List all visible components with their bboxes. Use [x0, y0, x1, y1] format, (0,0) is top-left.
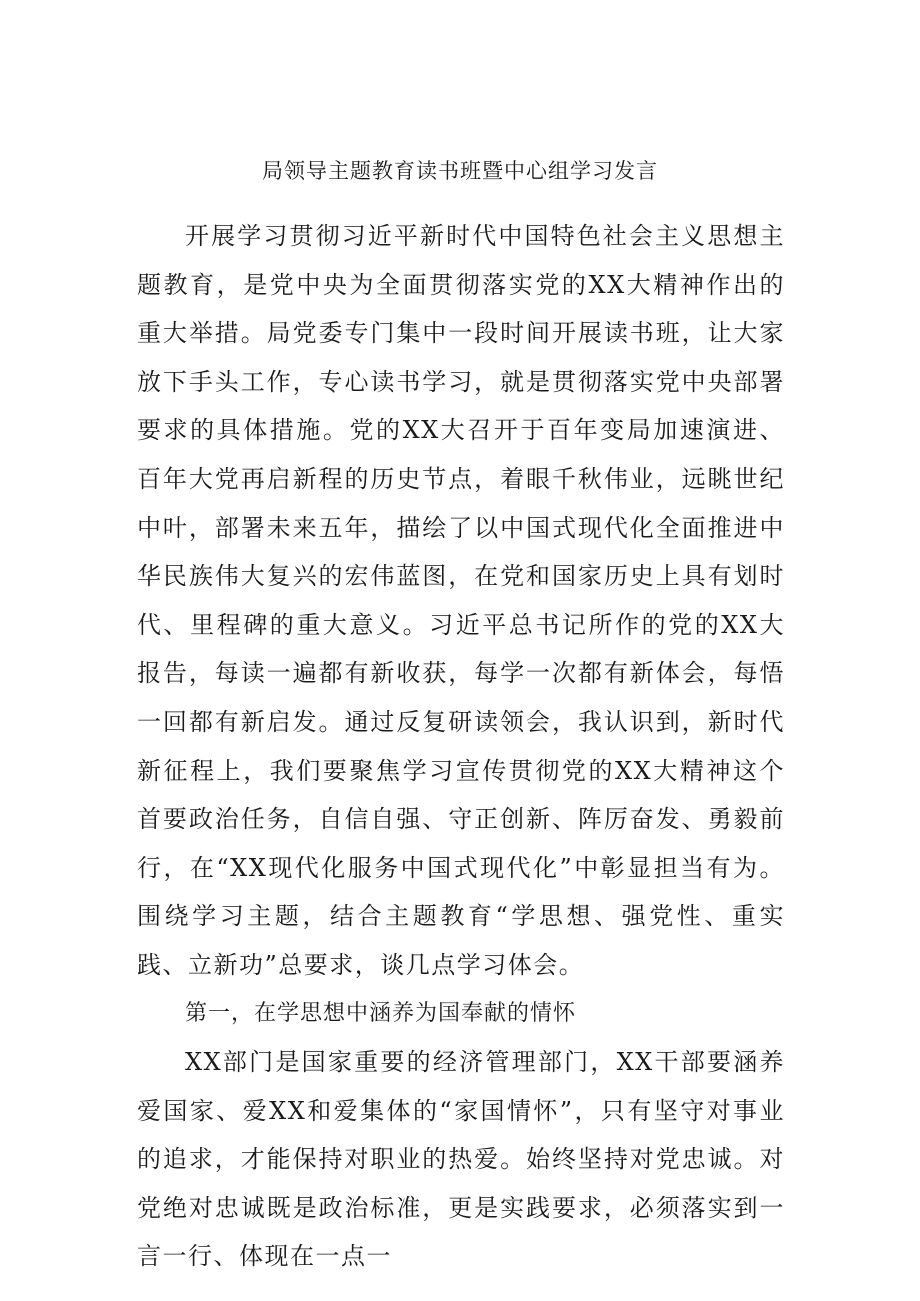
- intro-paragraph: 开展学习贯彻习近平新时代中国特色社会主义思想主题教育，是党中央为全面贯彻落实党的XX大精神作出的重大举措。局党委专门集中一段时间开展读书班，让大家放下手头工作，专心读书学习，就是贯彻落实党中央部署要求的具体措施。党的XX大召开于百年变局加速演进、百年大党再启新程的历史节点，着眼千秋伟业，远眺世纪中叶，部署未来五年，描绘了以中国式现代化全面推进中华民族伟大复兴的宏伟蓝图，在党和国家历史上具有划时代、里程碑的重大意义。习近平总书记所作的党的XX大报告，每读一遍都有新收获，每学一次都有新体会，每悟一回都有新启发。通过反复研读领会，我认识到，新时代新征程上，我们要聚焦学习宣传贯彻党的XX大精神这个首要政治任务，自信自强、守正创新、阵厉奋发、勇毅前行，在“XX现代化服务中国式现代化”中彰显担当有为。围绕学习主题，结合主题教育“学思想、强党性、重实践、立新功”总要求，谈几点学习体会。: [137, 222, 785, 979]
- document-title: 局领导主题教育读书班暨中心组学习发言: [262, 159, 658, 183]
- document-body: [137, 212, 785, 1281]
- section-heading: 第一，在学思想中涵养为国奉献的情怀: [185, 1000, 577, 1026]
- section-paragraph: XX部门是国家重要的经济管理部门，XX干部要涵养爱国家、爱XX和爱集体的“家国情怀”，只有坚守对事业的追求，才能保持对职业的热爱。始终坚持对党忠诚。对党绝对忠诚既是政治标准，更是实践要求，必须落实到一言一行、体现在一点一: [137, 1048, 785, 1271]
